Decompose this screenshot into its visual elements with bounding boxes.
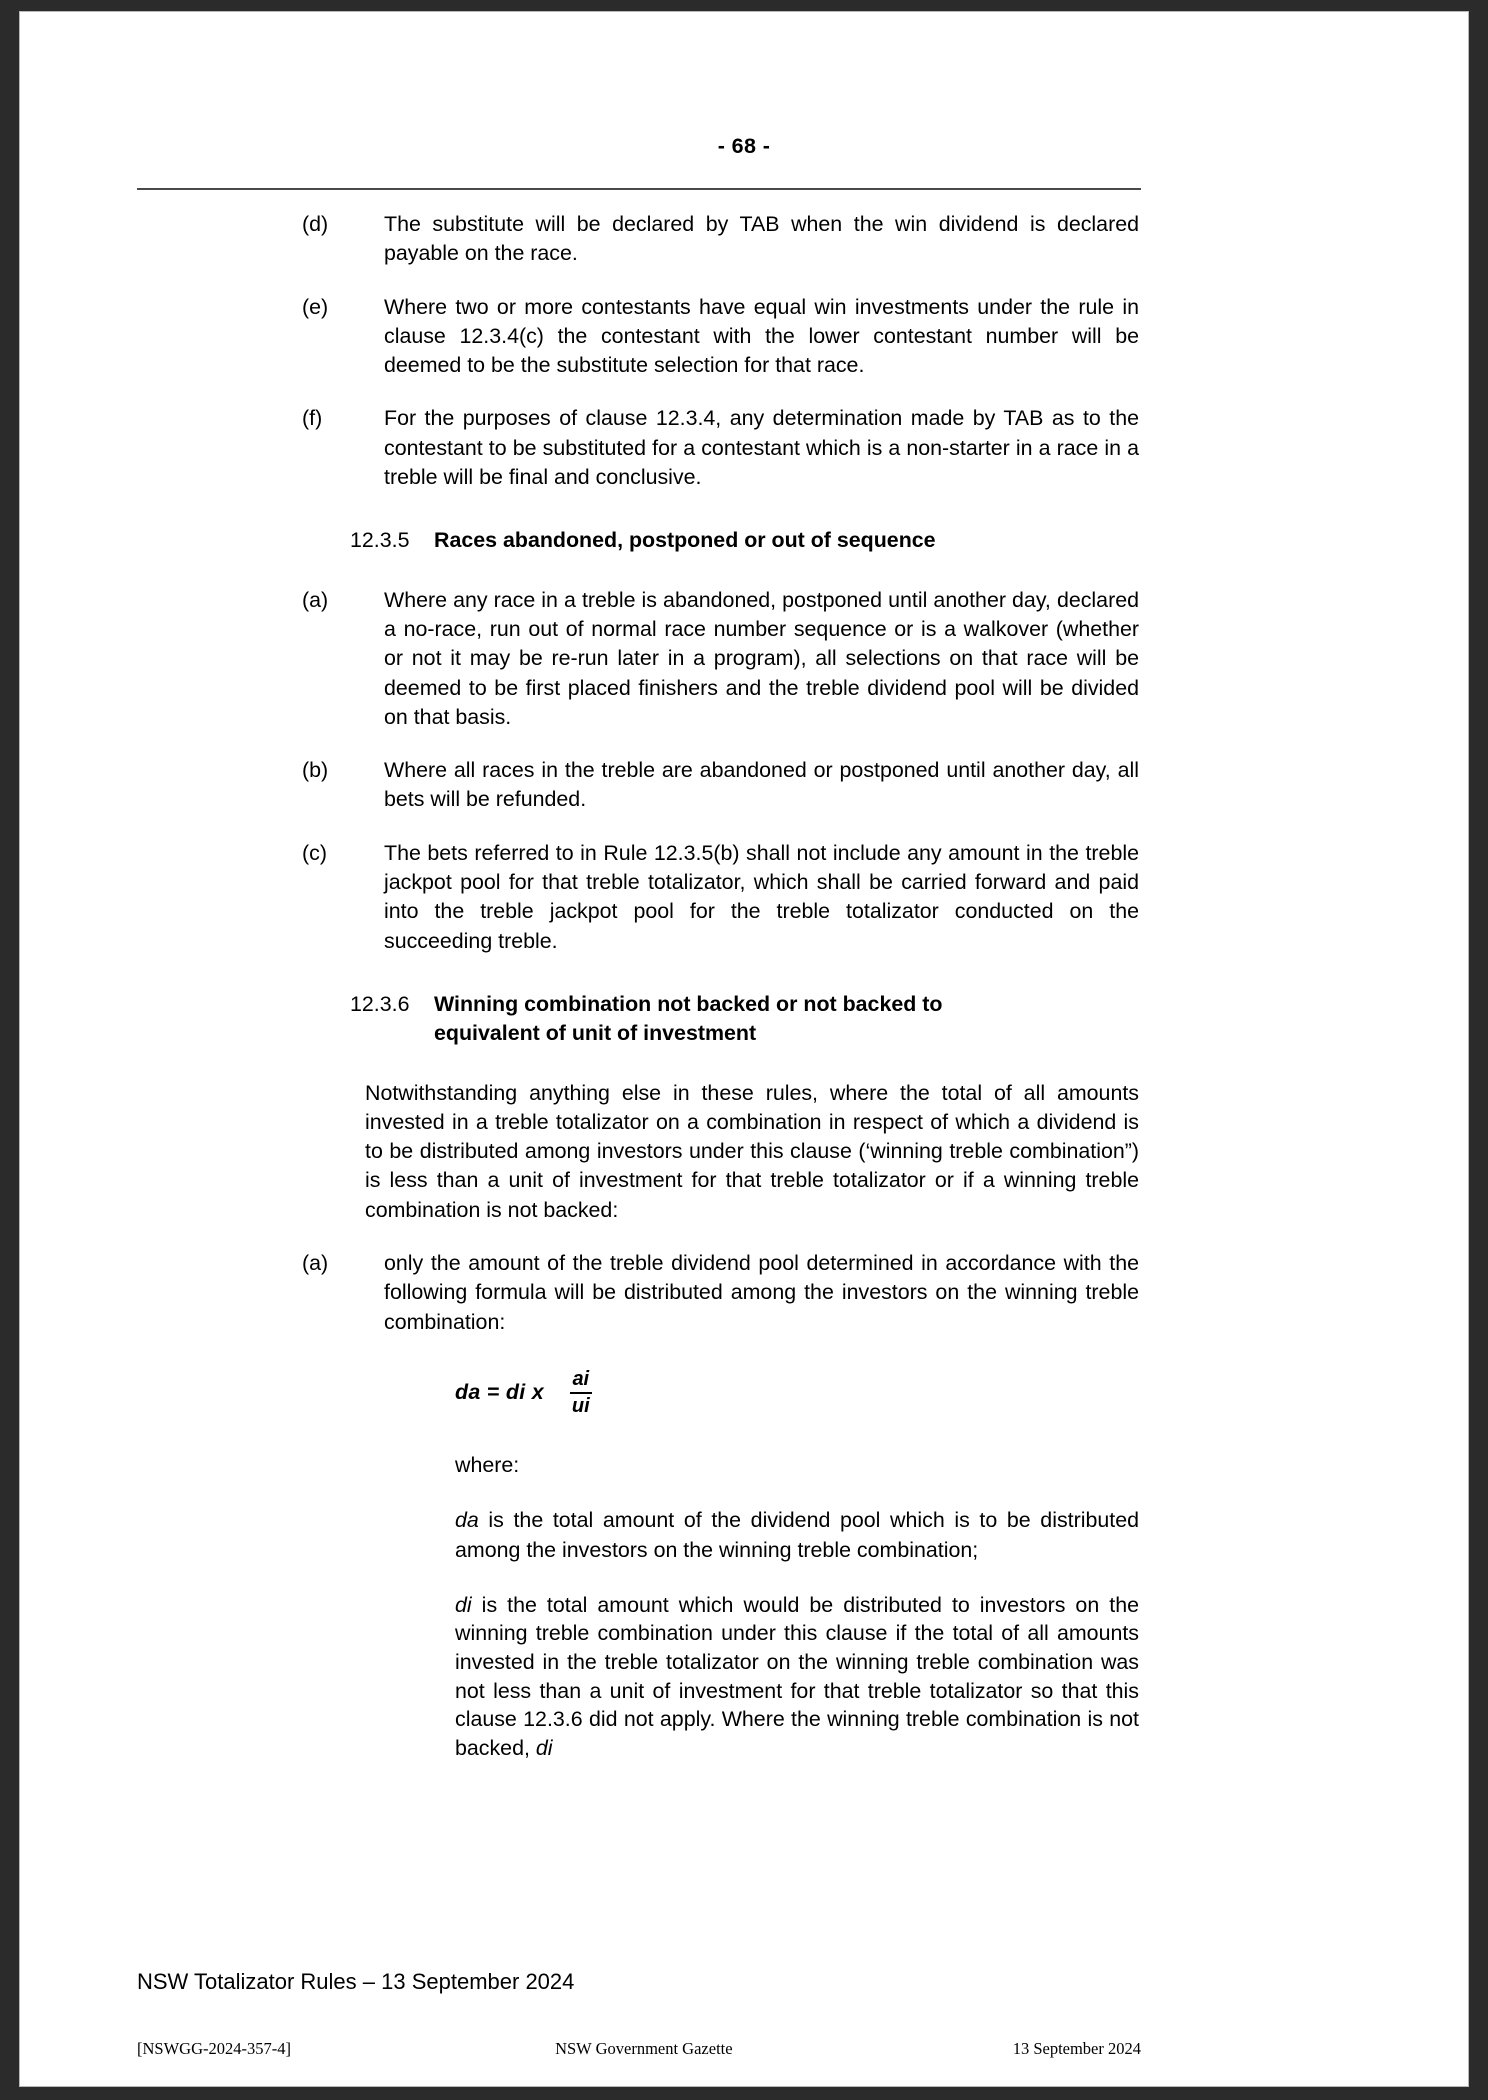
document-footer-title: NSW Totalizator Rules – 13 September 2024 — [137, 1969, 575, 1994]
definition-variable: da — [455, 1508, 479, 1533]
gazette-footer — [137, 2039, 1141, 2059]
clause-label: (c) — [302, 840, 327, 865]
gazette-date: 13 September 2024 — [1012, 2039, 1141, 2058]
section-title-line-2: equivalent of unit of investment — [434, 1021, 757, 1046]
clause-label: (a) — [302, 1251, 329, 1276]
section-intro-paragraph: Notwithstanding anything else in these rules, where the total of all amounts invested in a treble totalizator on a combination in respect of which a dividend is to be distributed among investors under this clause (‘winning treble combination”) is less than a unit of investment for that treble totalizator or if a winning treble combination is not backed: — [365, 1080, 1139, 1222]
formula-left-side: da = di x — [455, 1380, 544, 1405]
header-divider — [137, 188, 1141, 190]
gazette-name: NSW Government Gazette — [555, 2039, 733, 2058]
clause-label: (e) — [302, 294, 329, 319]
section-heading-12-3-6 — [137, 990, 1141, 1049]
clause-text: only the amount of the treble dividend pool determined in accordance with the following formula will be distributed among the investors on the winning treble combination: — [384, 1251, 1139, 1334]
definition-variable: di — [455, 1592, 472, 1617]
definition-trailing-variable: di — [535, 1735, 553, 1760]
section-title — [434, 526, 1141, 555]
clause-text: For the purposes of clause 12.3.4, any determination made by TAB as to the contestant to be substituted for a contestant which is a non-starter in a race in a treble will be final and conclusive. — [384, 406, 1139, 490]
definition-text: is the total amount which would be distributed to investors on the winning treble combination under this clause if the total of all amounts invested in the treble totalizator on the winning treble combination was not less than a unit of investment for that treble totalizator so that this clause 12.3.6 did not apply. Where the winning treble combination is not backed, — [455, 1592, 1139, 1760]
definition-text: is the total amount of the dividend pool which is to be distributed among the investors on the winning treble combination; — [455, 1508, 1139, 1562]
definition-di — [455, 1591, 1139, 1763]
page-number: - 68 - — [717, 134, 771, 158]
clause-text: Where all races in the treble are abandoned or postponed until another day, all bets will be refunded. — [384, 758, 1139, 812]
clause-item — [137, 293, 1141, 381]
formula-fraction — [570, 1368, 592, 1418]
section-number: 12.3.5 — [350, 528, 410, 553]
clause-item — [137, 756, 1141, 815]
gazette-reference: [NSWGG-2024-357-4] — [137, 2039, 291, 2058]
clause-item — [137, 210, 1141, 269]
clause-label: (b) — [302, 758, 329, 783]
clause-item — [137, 586, 1141, 732]
clause-text: Where two or more contestants have equal win investments under the rule in clause 12.3.4(c) the contestant with the lower contestant number will be deemed to be the substitute selection for that race. — [384, 294, 1139, 378]
section-title — [434, 990, 1141, 1049]
page-content — [20, 12, 1468, 2086]
definition-da — [455, 1506, 1139, 1565]
clause-text: The bets referred to in Rule 12.3.5(b) shall not include any amount in the treble jackpot pool for that treble totalizator, which shall be carried forward and paid into the treble jackpot pool for the treble totalizator conducted on the succeeding treble. — [384, 840, 1139, 953]
clause-item — [137, 839, 1141, 956]
clause-item — [137, 1249, 1141, 1337]
clause-label: (d) — [302, 212, 329, 236]
clause-text: The substitute will be declared by TAB when the win dividend is declared payable on the race. — [384, 212, 1139, 266]
clause-label: (f) — [302, 406, 323, 431]
formula-block — [455, 1363, 1141, 1423]
section-title-line-1: Winning combination not backed or not backed to — [434, 991, 943, 1016]
formula-numerator: ai — [570, 1368, 592, 1394]
clause-item — [137, 404, 1141, 492]
clause-label: (a) — [302, 587, 329, 612]
section-number: 12.3.6 — [350, 991, 410, 1016]
where-label: where: — [455, 1452, 520, 1477]
formula-denominator: ui — [571, 1394, 590, 1417]
section-heading-12-3-5 — [137, 526, 1141, 555]
section-title-text: Races abandoned, postponed or out of sequence — [434, 528, 936, 553]
document-body — [137, 210, 1141, 1788]
document-page — [20, 12, 1468, 2086]
clause-text: Where any race in a treble is abandoned, postponed until another day, declared a no-race, run out of normal race number sequence or is a walkover (whether or not it may be re-run later in a program), all selections on that race will be deemed to be first placed finishers and the treble dividend pool will be divided on that basis. — [384, 587, 1139, 729]
